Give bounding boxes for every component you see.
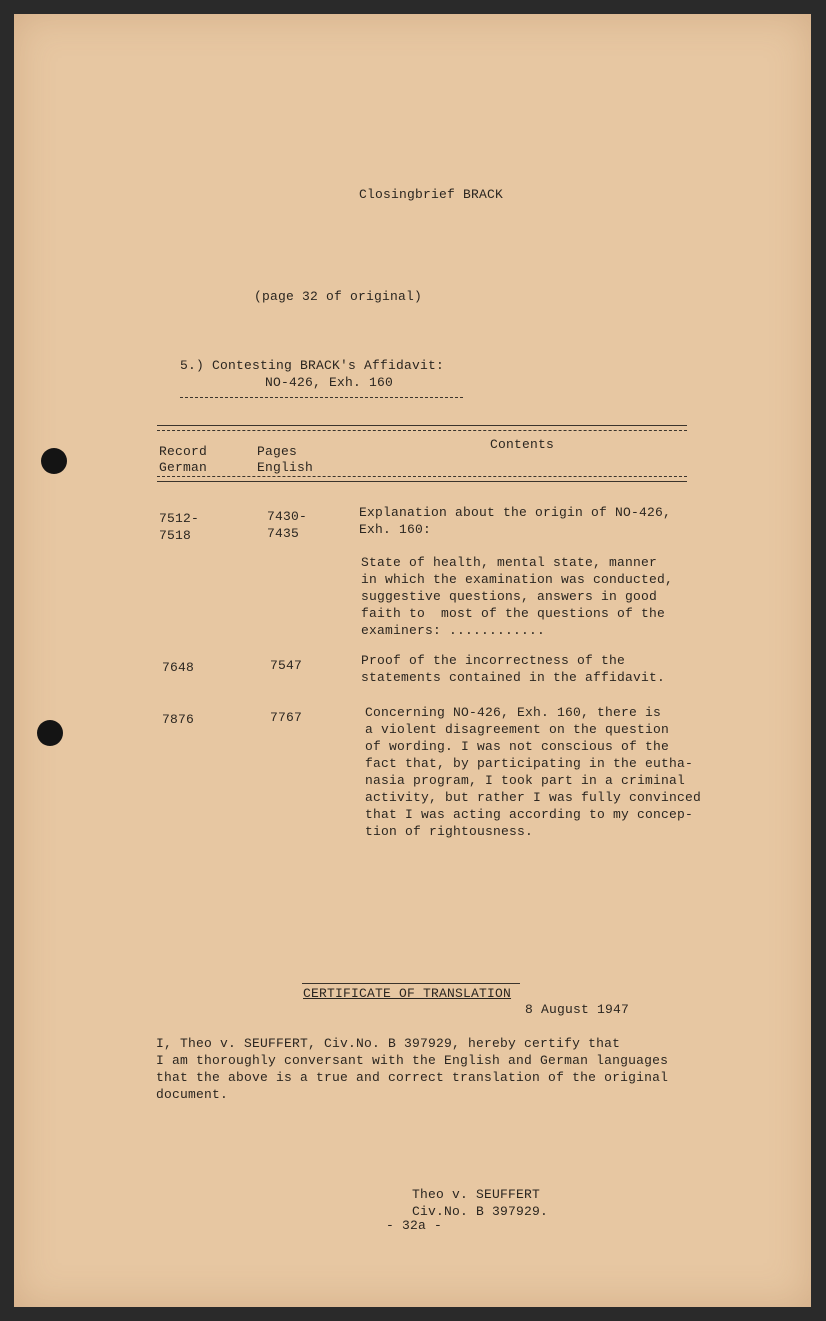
punch-hole-top [41,448,67,474]
column-header-pages: Pages [257,444,298,459]
section-heading-line1: 5.) Contesting BRACK's Affidavit: [180,358,445,373]
row3-record: 7648 [162,660,195,675]
table-header-rule [157,481,687,482]
row4-record: 7876 [162,712,195,727]
table-header-rule-dashed [157,476,687,477]
table-top-rule-dashed [157,430,687,431]
certificate-title: CERTIFICATE OF TRANSLATION [303,986,512,1001]
column-header-german: German [159,460,208,475]
column-header-english: English [257,460,314,475]
section-underline [180,397,463,398]
row3-pages: 7547 [270,658,303,673]
row4-pages: 7767 [270,710,303,725]
certificate-body: I, Theo v. SEUFFERT, Civ.No. B 397929, hereby certify that I am thoroughly conversant with the English and German languages that the above is a true and correct translation of the original document. [156,1036,669,1102]
page-number: - 32a - [386,1218,443,1233]
document-page [14,14,811,1307]
row2-contents: State of health, mental state, manner in which the examination was conducted, suggestive questions, answers in good faith to most of the questions of the examiners: ............ [361,555,674,638]
signature-name: Theo v. SEUFFERT [412,1187,541,1202]
document-title: Closingbrief BRACK [359,187,504,202]
section-heading-line2: NO-426, Exh. 160 [265,375,394,390]
table-top-rule [157,425,687,426]
row1-pages: 7430- 7435 [267,509,308,541]
certificate-overline [302,983,520,984]
row4-contents: Concerning NO-426, Exh. 160, there is a violent disagreement on the question of wording. I was not conscious of the fact that, by participating in the eutha- nasia program, I took part in a criminal activity, but rather I was fully convinced that I was acting according to my concep- tion of rightousness. [365,705,702,839]
row3-contents: Proof of the incorrectness of the statements contained in the affidavit. [361,653,666,685]
column-header-record: Record [159,444,208,459]
certificate-date: 8 August 1947 [525,1002,630,1017]
punch-hole-bottom [37,720,63,746]
page-reference: (page 32 of original) [254,289,423,304]
row1-contents: Explanation about the origin of NO-426, Exh. 160: [359,505,672,537]
row1-record: 7512- 7518 [159,511,200,543]
signature-civ-number: Civ.No. B 397929. [412,1204,549,1219]
column-header-contents: Contents [490,437,555,452]
